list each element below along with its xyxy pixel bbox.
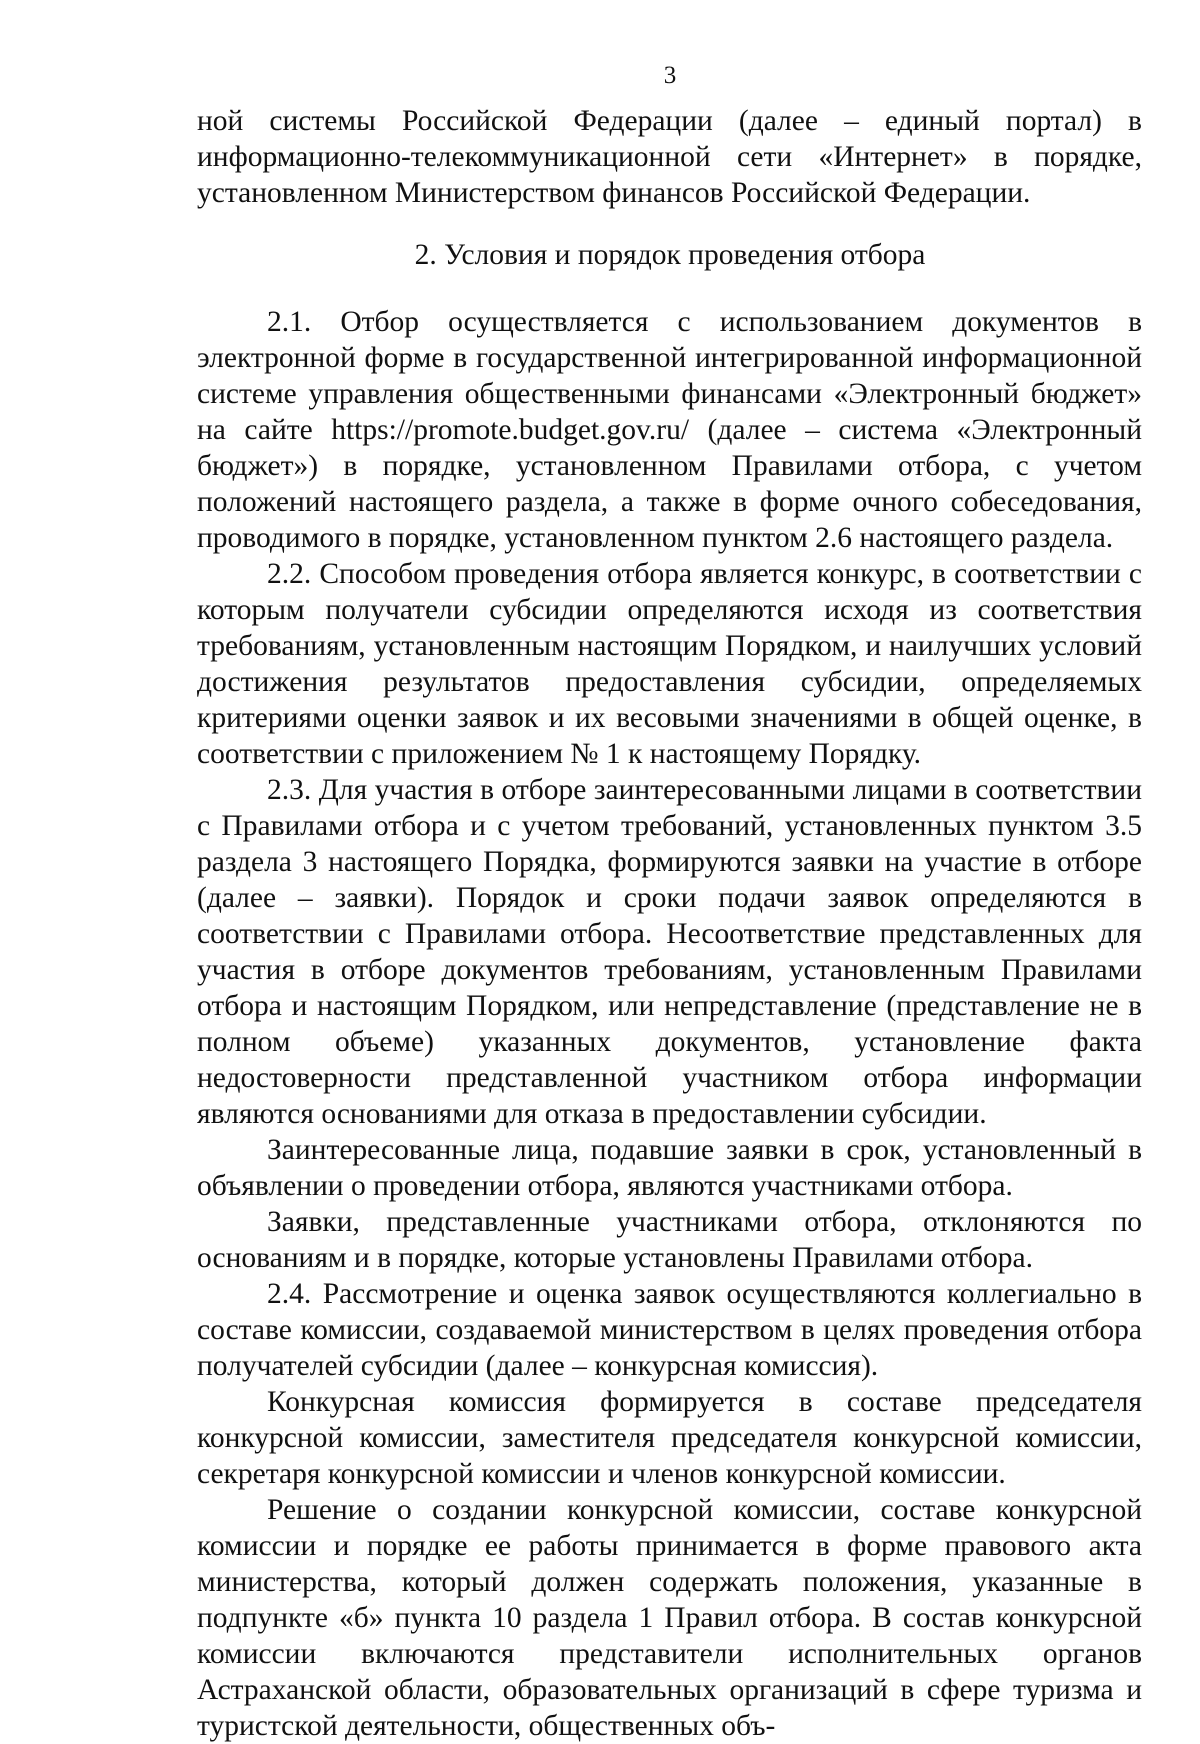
paragraph-2-1: 2.1. Отбор осуществляется с использованием документов в электронной форме в государственной интегрированной информационной системе управления общественными финансами «Электронный бюджет» на сайте https://promote.budget.gov.ru/ (далее – система «Электронный бюджет») в порядке, установленном Правилами отбора, с учетом положений настоящего раздела, а также в форме очного собеседования, проводимого в порядке, установленном пунктом 2.6 настоящего раздела. xyxy=(197,306,1142,554)
paragraph-commission-composition: Конкурсная комиссия формируется в составе председателя конкурсной комиссии, заместителя председателя конкурсной комиссии, секретаря конкурсной комиссии и членов конкурсной комиссии. xyxy=(197,1386,1142,1490)
page-number: 3 xyxy=(663,62,677,89)
intro-paragraph: ной системы Российской Федерации (далее – единый портал) в информационно-телекоммуникационной сети «Интернет» в порядке, установленном Министерством финансов Российской Федерации. xyxy=(197,105,1142,209)
section-body xyxy=(197,304,1142,1744)
paragraph-commission-decision: Решение о создании конкурсной комиссии, составе конкурсной комиссии и порядке ее работы принимается в форме правового акта министерства, который должен содержать положения, указанные в подпункте «б» пункта 10 раздела 1 Правил отбора. В состав конкурсной комиссии включаются представители исполнительных органов Астраханской области, образовательных организаций в сфере туризма и туристской деятельности, общественных объ- xyxy=(197,1494,1142,1742)
paragraph-participants: Заинтересованные лица, подавшие заявки в срок, установленный в объявлении о проведении отбора, являются участниками отбора. xyxy=(197,1134,1142,1202)
paragraph-2-2: 2.2. Способом проведения отбора является конкурс, в соответствии с которым получатели субсидии определяются исходя из соответствия требованиям, установленным настоящим Порядком, и наилучших условий достижения результатов предоставления субсидии, определяемых критериями оценки заявок и их весовыми значениями в общей оценке, в соответствии с приложением № 1 к настоящему Порядку. xyxy=(197,558,1142,770)
intro-paragraph-block xyxy=(197,103,1142,211)
paragraph-rejection: Заявки, представленные участниками отбора, отклоняются по основаниям и в порядке, которые установлены Правилами отбора. xyxy=(197,1206,1142,1274)
paragraph-2-3: 2.3. Для участия в отборе заинтересованными лицами в соответствии с Правилами отбора и с учетом требований, установленных пунктом 3.5 раздела 3 настоящего Порядка, формируются заявки на участие в отборе (далее – заявки). Порядок и сроки подачи заявок определяются в соответствии с Правилами отбора. Несоответствие представленных для участия в отборе документов требованиям, установленным Правилами отбора и настоящим Порядком, или непредставление (представление не в полном объеме) указанных документов, установление факта недостоверности представленной участником отбора информации являются основаниями для отказа в предоставлении субсидии. xyxy=(197,774,1142,1130)
section-title: 2. Условия и порядок проведения отбора xyxy=(414,239,926,271)
paragraph-2-4: 2.4. Рассмотрение и оценка заявок осуществляются коллегиально в составе комиссии, создаваемой министерством в целях проведения отбора получателей субсидии (далее – конкурсная комиссия). xyxy=(197,1278,1142,1382)
